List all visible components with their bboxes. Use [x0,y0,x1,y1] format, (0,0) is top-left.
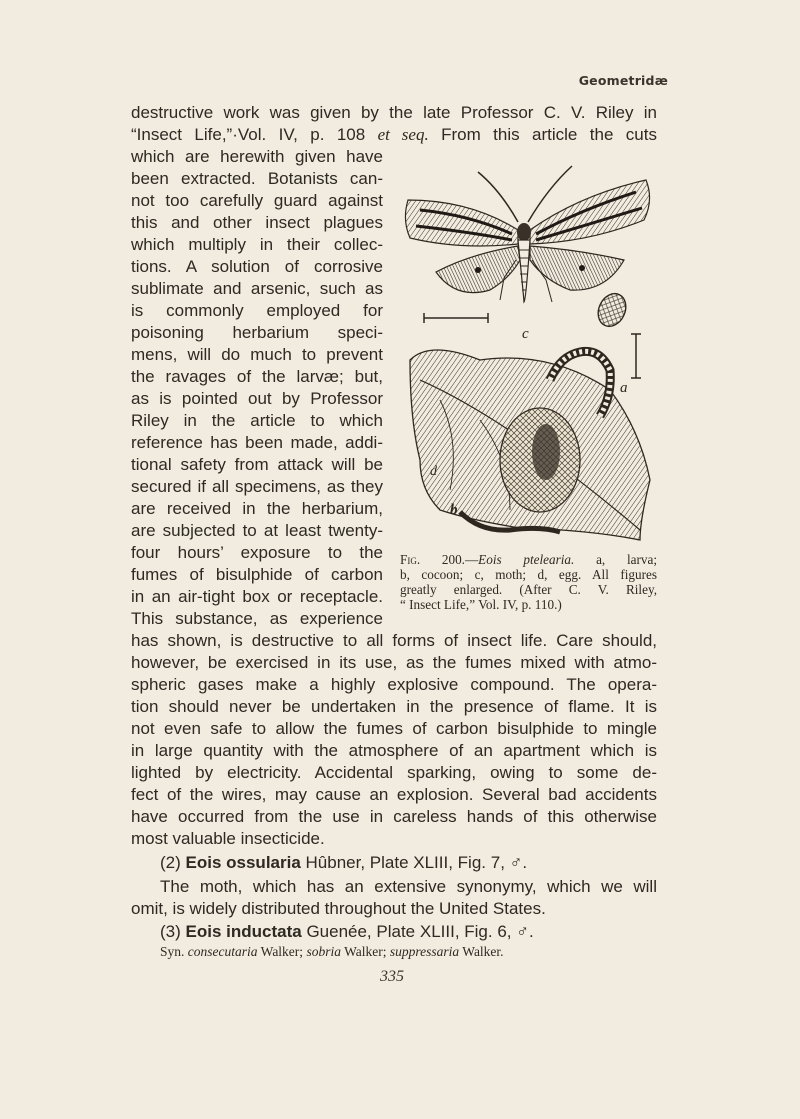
species-heading-ossularia: (2) Eois ossularia Hûbner, Plate XLIII, Fig. 7, ♂. [160,853,528,872]
body-line: Riley in the article to which [131,411,383,430]
body-line: The moth, which has an extensive synonymy, which we will [160,877,657,896]
body-line: which are herewith given have [131,147,383,166]
body-line: which multiply in their collec- [131,235,383,254]
label-c: c [522,326,529,342]
body-line: secured if all specimens, as they [131,477,383,496]
label-a: a [620,380,628,396]
running-head: Geometridæ [578,73,668,88]
body-line: has shown, is destructive to all forms of insect life. Care should, [131,631,657,650]
body-line: have occurred from the use in careless hands of this otherwise [131,807,657,826]
body-line: sublimate and arsenic, such as [131,279,383,298]
body-line: spheric gases make a highly explosive compound. The opera- [131,675,657,694]
body-line: mens, will do much to prevent [131,345,383,364]
body-line: fect of the wires, may cause an explosion. Several bad accidents [131,785,657,804]
figure-caption: Fig. 200.—Eois ptelearia. a, larva; b, cocoon; c, moth; d, egg. All figures greatly enlarged. (After C. V. Riley, “ Insect Life,” Vol. IV, p. 110.) [400,552,657,612]
synonym-line: Syn. consecutaria Walker; sobria Walker; suppressaria Walker. [160,944,504,959]
body-line: lighted by electricity. Accidental sparking, owing to some de- [131,763,657,782]
cocoon-drawing [500,408,580,512]
body-line: are subjected to at least twenty- [131,521,383,540]
body-line: however, be exercised in its use, as the fumes mixed with atmo- [131,653,657,672]
scale-bar-larva [631,334,641,378]
figure-eois-ptelearia [400,160,662,545]
body-line: destructive work was given by the late Professor C. V. Riley in [131,103,657,122]
body-line: as is pointed out by Professor [131,389,383,408]
body-line: in an air-tight box or receptacle. [131,587,383,606]
page-number: 335 [380,968,404,985]
label-b: b [450,502,458,518]
body-line: tion should never be undertaken in the presence of flame. It is [131,697,657,716]
moth-drawing [405,166,649,302]
body-line: this and other insect plagues [131,213,383,232]
body-line: “Insect Life,”·Vol. IV, p. 108 et seq. From this article the cuts [131,125,657,144]
body-line: not even safe to allow the fumes of carbon bisulphide to mingle [131,719,657,738]
body-line: omit, is widely distributed throughout the United States. [131,899,546,918]
body-line: reference has been made, addi- [131,433,383,452]
body-line: are received in the herbarium, [131,499,383,518]
body-line: poisoning herbarium speci- [131,323,383,342]
body-line: the ravages of the larvæ; but, [131,367,383,386]
body-line: This substance, as experience [131,609,383,628]
body-line: been extracted. Botanists can- [131,169,383,188]
body-line: fumes of bisulphide of carbon [131,565,383,584]
species-heading-inductata: (3) Eois inductata Guenée, Plate XLIII, Fig. 6, ♂. [160,922,534,941]
body-line: is commonly employed for [131,301,383,320]
body-line: most valuable insecticide. [131,829,325,848]
body-line: tions. A solution of corrosive [131,257,383,276]
body-line: not too carefully guard against [131,191,383,210]
egg-drawing [593,289,631,331]
body-line: in large quantity with the atmosphere of an apartment which is [131,741,657,760]
body-line: four hours’ exposure to the [131,543,383,562]
scale-bar-moth [424,313,488,323]
body-line: tional safety from attack will be [131,455,383,474]
label-d: d [430,464,437,479]
figure-illustration [400,160,662,545]
